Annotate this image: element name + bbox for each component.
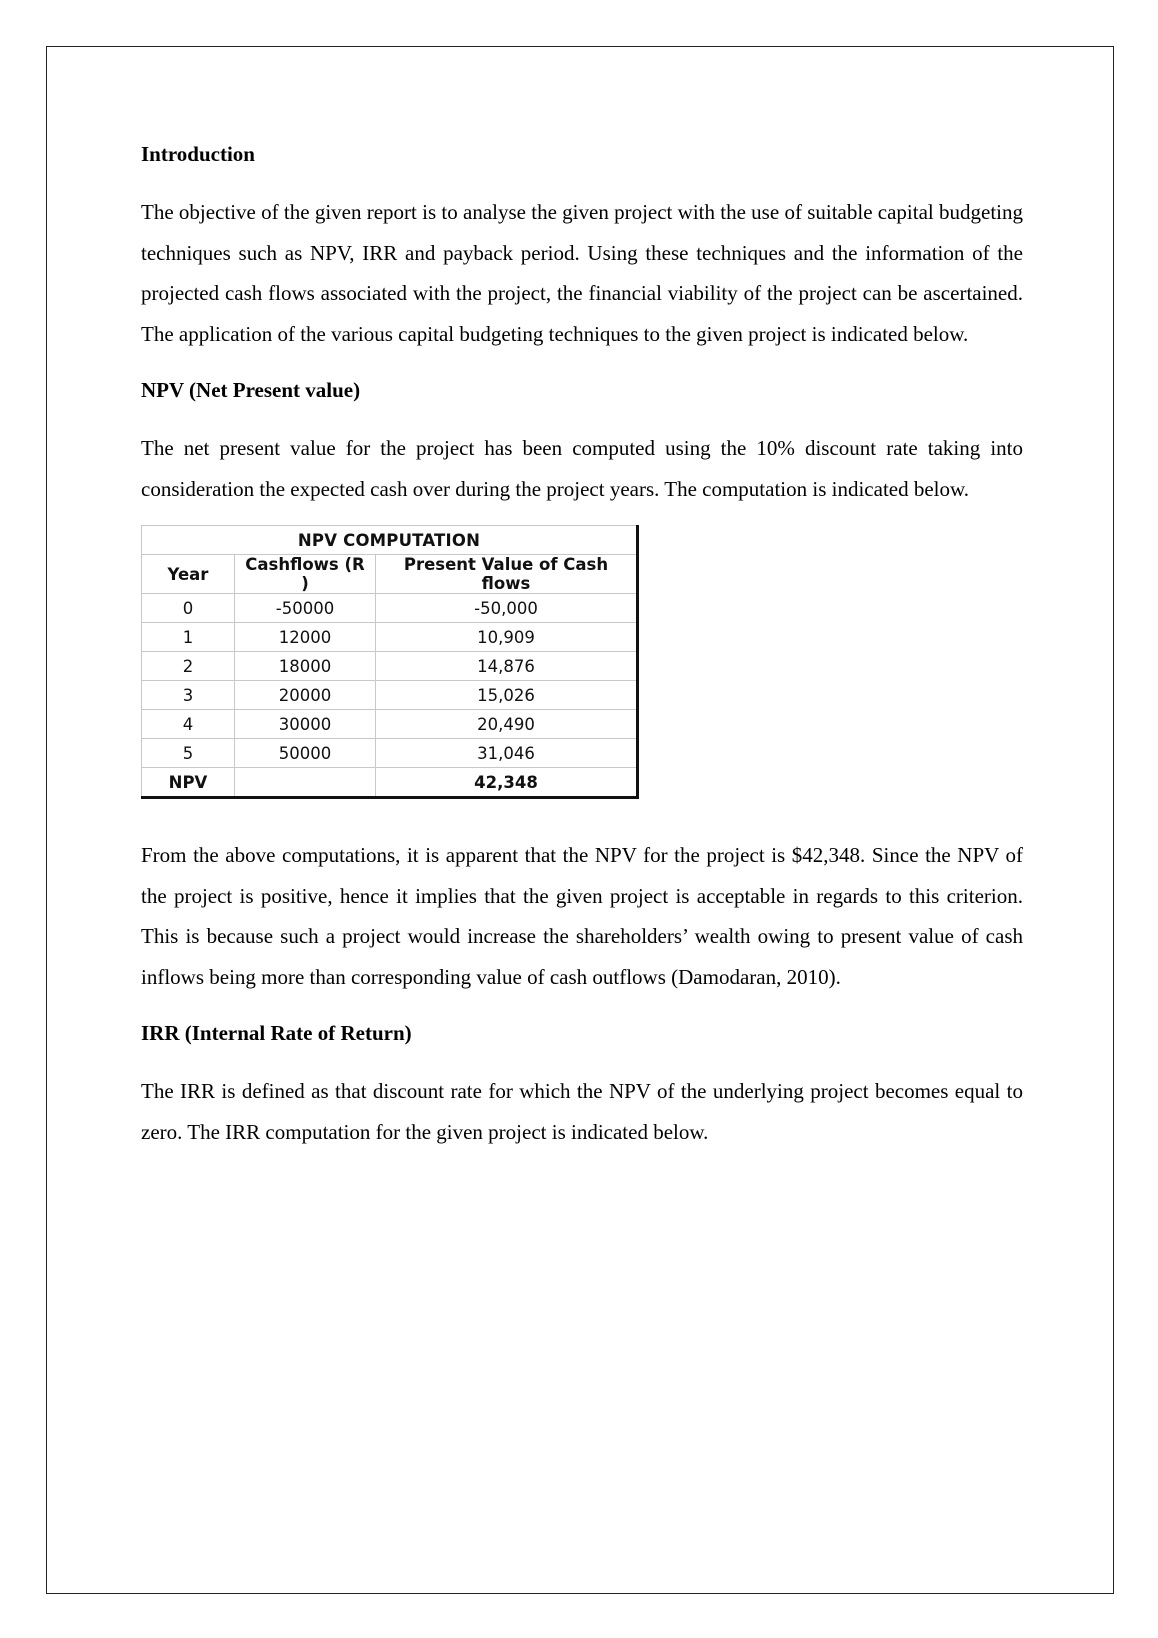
npv-paragraph: The net present value for the project has been computed using the 10% discount rate taking into consideration the expected cash over during the project years. The computation is indicated below. [141,436,1023,501]
cashflow-cell: 50000 [235,739,376,768]
year-cell: 3 [142,681,235,710]
table-row [142,710,638,739]
table-header-row [142,555,638,594]
npv-total-cell: 42,348 [376,768,638,798]
present-value-cell: 10,909 [376,623,638,652]
cashflow-cell: 18000 [235,652,376,681]
present-value-cell: 15,026 [376,681,638,710]
cashflow-cell: -50000 [235,594,376,623]
present-value-cell: -50,000 [376,594,638,623]
year-cell: 4 [142,710,235,739]
present-value-cell: 31,046 [376,739,638,768]
year-cell: 5 [142,739,235,768]
document-body [141,134,1023,1168]
header-present-value: Present Value of Cash flows [376,555,638,594]
table-row [142,623,638,652]
year-cell: 2 [142,652,235,681]
npv-computation-table [141,525,639,799]
present-value-cell: 14,876 [376,652,638,681]
table-title: NPV COMPUTATION [142,526,638,555]
year-cell: 0 [142,594,235,623]
table-row [142,594,638,623]
year-cell: 1 [142,623,235,652]
cashflow-cell: 12000 [235,623,376,652]
empty-cell [235,768,376,798]
npv-heading: NPV (Net Present value) [141,378,361,402]
irr-heading: IRR (Internal Rate of Return) [141,1021,412,1045]
header-cashflows: Cashflows (R ) [235,555,376,594]
npv-conclusion-paragraph: From the above computations, it is apparent that the NPV for the project is $42,348. Since the NPV of the project is positive, hence it implies that the given project is acceptable in regards to this criterion. This is because such a project would increase the shareholders’ wealth owing to present value of cash inflows being more than corresponding value of cash outflows (Damodaran, 2010). [141,843,1023,989]
table-row [142,652,638,681]
intro-paragraph: The objective of the given report is to analyse the given project with the use of suitable capital budgeting techniques such as NPV, IRR and payback period. Using these techniques and the information of the projected cash flows associated with the project, the financial viability of the project can be ascertained. The application of the various capital budgeting techniques to the given project is indicated below. [141,200,1023,346]
present-value-cell: 20,490 [376,710,638,739]
cashflow-cell: 30000 [235,710,376,739]
table-row [142,681,638,710]
table-row [142,739,638,768]
table-total-row [142,768,638,798]
header-year: Year [142,555,235,594]
irr-paragraph: The IRR is defined as that discount rate for which the NPV of the underlying project becomes equal to zero. The IRR computation for the given project is indicated below. [141,1079,1023,1144]
intro-heading: Introduction [141,142,255,166]
cashflow-cell: 20000 [235,681,376,710]
table-title-row [142,526,638,555]
npv-label-cell: NPV [142,768,235,798]
